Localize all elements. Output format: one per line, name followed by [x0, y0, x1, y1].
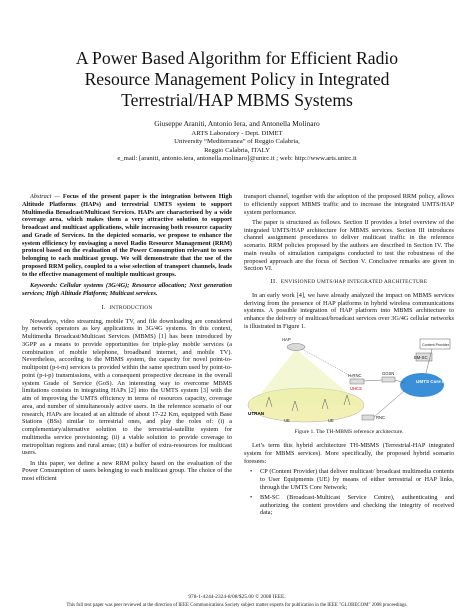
uhcs-label: UHCS [350, 385, 362, 391]
section-2-paragraph: In an early work [4], we have already analyzed the impact on MBMS services deriving from the presence of HAP platforms in hybrid wireless communications systems. A possible integration of HAP platform into MBMS architecture to enhance the delivery of multicast/broadcast services over 3G/4G cellular networks is illustrated in Figure 1. [244, 291, 454, 330]
ue-label-1: UE [284, 417, 290, 423]
content-provider-label: Content Provider [422, 342, 449, 347]
ggsn-label: GGSN [382, 370, 395, 376]
title-line-3: Terrestrial/HAP MBMS Systems [121, 90, 353, 110]
right-paragraph-1: transport channel, together with the adoption of the proposed RRM policy, allows to efficiently support MBMS traffic and to increase the integrated UMTS/HAP system performance. [244, 193, 454, 216]
hrnc-label: H-RNC [348, 372, 362, 378]
after-figure-paragraph: Let’s term this hybrid architecture TH-MBMS (Terrestrial-HAP integrated system for MBMS services). More specifically, the proposed hybrid scenario foresees: [244, 442, 454, 465]
umts-core-cloud [400, 373, 444, 397]
bullet-item-cp: • CP (Content Provider) that deliver multicast/ broadcast multimedia contents to User Equipments (UE) by means of either terrestrial or HAP links, through the UMTS Core Network; [260, 468, 454, 491]
abstract-lead: Abstract — [30, 193, 60, 200]
abstract [22, 193, 232, 278]
hrnc-ggsn-link [364, 380, 382, 381]
title-line-1: A Power Based Algorithm for Efficient Radio [75, 48, 399, 68]
rnc-core-link [374, 391, 404, 417]
keywords: Keywords: Cellular systems (3G/4G); Resource allocation; Next generation services; High Altitude Platform; Multicast services. [22, 282, 232, 297]
intro-paragraph-1: Nowadays, video streaming, mobile TV, and file downloading are considered by network operators as key applications in 3G/4G systems. In this context, Multimedia Broadcast/Multicast Services (MBMS) [1] has been introduced by 3GPP as a means to provide opportunities for triple-play mobile services (a combination of mobile telephone, broadband internet, and mobile TV). Nevertheless, according to the MBMS system, the capacity for novel point-to-multipoint (p-t-m) services is provided within the same spectrum used by point-to-point (p-t-p) transmissions, with a consequent prospective decrease in the overall system Grade of Service (GoS). An interesting way to overcome MBMS limitations consists in integrating HAPs [2] into the UMTS system [3] with the aim of improving the UMTS efficiency in terms of resources capacity, coverage area, and number of simultaneously active users. In the reference scenario of our research, HAPs are located at an altitude of about 17-22 Km, equipped with Base Stations (BSs) similar to terrestrial ones, and play the roles of: (i) a complementary/alternative solution to the terrestrial-satellite system for multimedia service provisioning; (ii) a viable solution to provide coverage to metropolitan regions and rural areas; (iii) a buffer of extra-resources for multicast users. [22, 317, 232, 457]
scenario-bullets [244, 468, 454, 517]
bmsc-label: BM-SC [414, 354, 428, 360]
section-1-heading [22, 304, 232, 313]
figure-1 [244, 335, 461, 427]
author-university: University “Mediterranea” of Reggio Calabria, [174, 138, 300, 146]
hap-beam [252, 349, 362, 405]
intro-paragraph-2: In this paper, we define a new RRM policy based on the evaluation of the Power Consumption of users belonging to each multicast group. The choice of the most efficient [22, 459, 232, 483]
right-paragraph-2: The paper is structured as follows. Section II provides a brief overview of the integrated UMTS/HAP architecture for MBMS services. Section III introduces channel assignment procedures to deliver multicast traffic in the reference scenario. RRM policies proposed by the authors are described in Section IV. The main results of simulation campaigns conducted to test the robustness of the proposed approach are the focus of Section V. Conclusive remarks are given in Section VI. [244, 218, 454, 273]
bullet-item-bmsc: • BM-SC (Broadcast-Multicast Service Centre), authenticating and authorizing the content providers and checking the integrity of received data; [260, 494, 454, 517]
section-1-title: INTRODUCTION [109, 304, 153, 311]
section-1-number: I. [101, 303, 106, 311]
hrnc-icon [350, 379, 364, 384]
right-column [244, 193, 461, 520]
hap-airship-icon [287, 343, 305, 350]
author-lab: ARTS Laboratory - Dept. DIMET [191, 130, 283, 138]
architecture-diagram [244, 335, 461, 427]
left-column [22, 193, 232, 485]
section-2-heading [244, 278, 454, 287]
umts-core-label: UMTS Core Network [416, 378, 461, 384]
abstract-text: Focus of the present paper is the integration between High Altitude Platforms (HAPs) and terrestrial UMTS system to support Multimedia Broadcast/Multicast Services. HAPs are characterised by a wide coverage area, which makes them a very attractive solution to support broadcast and multicast applications, while increasing both resource capacity and Grade of Services. In the depicted scenario, we propose to enhance the system efficiency by envisaging a novel Radio Resource Management (RRM) protocol based on the evaluation of the Power Consumption relevant to users belonging to each multicast group. We will demonstrate that the use of the proposed RRM policy, coupled to a wise selection of transport channels, leads to the effective management of multiple multicast groups. [22, 193, 233, 278]
section-2-title: ENVISIONED UMTS/HAP INTEGRATED ARCHITECTURE [280, 279, 428, 286]
rnc-label: RNC [376, 414, 386, 420]
author-names: Giuseppe Araniti, Antonio Iera, and Antonella Molinaro [154, 119, 320, 128]
hap-label: HAP [282, 336, 291, 342]
paper-title [20, 48, 454, 111]
ue-label-2: UE [328, 417, 334, 423]
rnc-icon [362, 415, 374, 420]
figure-1-caption: Figure 1. The TH-MBMS reference architecture. [294, 428, 404, 435]
utran-label: UTRAN [248, 410, 265, 416]
section-2-number: II. [270, 278, 278, 286]
footer-copyright: 978-1-4244-2324-8/08/$25.00 © 2008 IEEE. [188, 594, 286, 600]
author-email: e_mail: [araniti, antonio.iera, antonella.molinaro]@unirc.it ; web: http://www.arts.unirc.it [117, 154, 357, 162]
author-block [60, 120, 414, 163]
ggsn-icon [382, 377, 395, 382]
footer-review-note: This full text paper was peer reviewed at the direction of IEEE Communications Society subject matter experts for publication in the IEEE "GLOBECOM" 2008 proceedings. [66, 603, 408, 608]
title-line-2: Resource Management Policy in Integrated [84, 69, 390, 89]
author-city: Reggio Calabria, ITALY [204, 146, 270, 154]
